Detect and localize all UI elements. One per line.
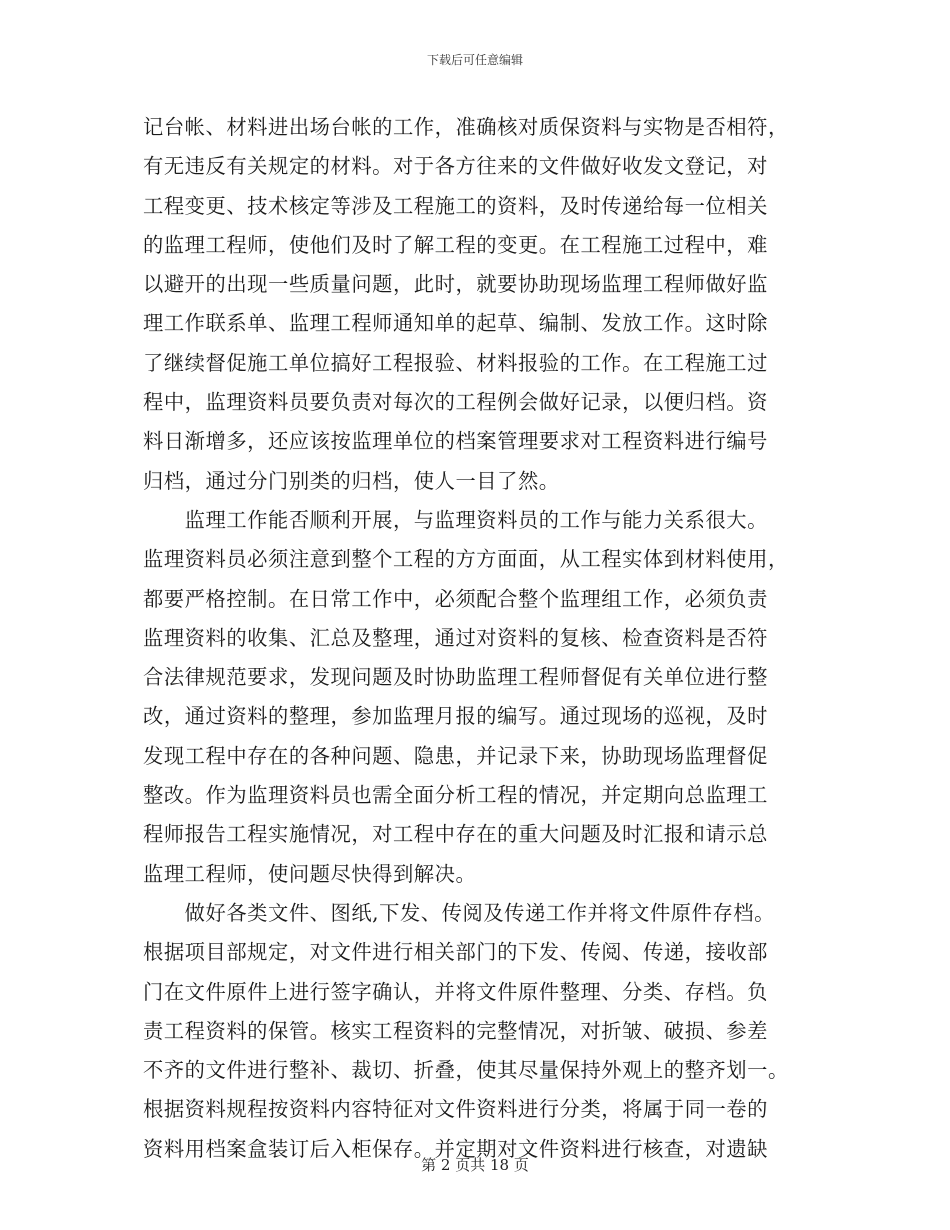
text-line: 有无违反有关规定的材料。对于各方往来的文件做好收发文登记，对 bbox=[143, 154, 768, 179]
text-line: 的监理工程师，使他们及时了解工程的变更。在工程施工过程中，难 bbox=[143, 232, 768, 257]
text-line: 改，通过资料的整理，参加监理月报的编写。通过现场的巡视，及时 bbox=[143, 704, 768, 729]
document-body bbox=[143, 108, 803, 1169]
text-line: 理工作联系单、监理工程师通知单的起草、编制、发放工作。这时除 bbox=[143, 311, 768, 336]
text-line: 料日渐增多，还应该按监理单位的档案管理要求对工程资料进行编号 bbox=[143, 429, 768, 454]
text-line: 都要严格控制。在日常工作中，必须配合整个监理组工作，必须负责 bbox=[143, 586, 768, 611]
text-line: 资料用档案盒装订后入柜保存。并定期对文件资料进行核查，对遗缺 bbox=[143, 1136, 768, 1161]
text-line: 记台帐、材料进出场台帐的工作，准确核对质保资料与实物是否相符， bbox=[143, 115, 789, 139]
text-line: 门在文件原件上进行签字确认，并将文件原件整理、分类、存档。负 bbox=[143, 979, 768, 1004]
text-line: 发现工程中存在的各种问题、隐患，并记录下来，协助现场监理督促 bbox=[143, 743, 768, 768]
text-line: 监理工作能否顺利开展，与监理资料员的工作与能力关系很大。 bbox=[143, 507, 768, 532]
text-line: 监理工程师，使问题尽快得到解决。 bbox=[143, 861, 477, 886]
text-line: 责工程资料的保管。核实工程资料的完整情况，对折皱、破损、参差 bbox=[143, 1018, 768, 1043]
text-line: 监理资料员必须注意到整个工程的方方面面，从工程实体到材料使用， bbox=[143, 547, 789, 572]
text-line: 根据资料规程按资料内容特征对文件资料进行分类，将属于同一卷的 bbox=[143, 1097, 768, 1122]
text-line: 合法律规范要求，发现问题及时协助监理工程师督促有关单位进行整 bbox=[143, 665, 768, 690]
text-line: 归档，通过分门别类的归档，使人一目了然。 bbox=[143, 468, 560, 493]
text-line: 程中，监理资料员要负责对每次的工程例会做好记录，以便归档。资 bbox=[143, 390, 768, 415]
page-header: 下载后可任意编辑 bbox=[426, 53, 523, 67]
text-line: 以避开的出现一些质量问题，此时，就要协助现场监理工程师做好监 bbox=[143, 272, 768, 297]
text-line: 不齐的文件进行整补、裁切、折叠，使其尽量保持外观上的整齐划一。 bbox=[143, 1058, 789, 1083]
text-line: 监理资料的收集、汇总及整理，通过对资料的复核、检查资料是否符 bbox=[143, 625, 768, 650]
text-line: 整改。作为监理资料员也需全面分析工程的情况，并定期向总监理工 bbox=[143, 783, 768, 808]
text-line: 做好各类文件、图纸,下发、传阅及传递工作并将文件原件存档。 bbox=[143, 900, 775, 925]
text-line: 了继续督促施工单位搞好工程报验、材料报验的工作。在工程施工过 bbox=[143, 350, 768, 375]
text-line: 工程变更、技术核定等涉及工程施工的资料，及时传递给每一位相关 bbox=[143, 193, 768, 218]
text-line: 程师报告工程实施情况，对工程中存在的重大问题及时汇报和请示总 bbox=[143, 822, 768, 847]
text-line: 根据项目部规定，对文件进行相关部门的下发、传阅、传递，接收部 bbox=[143, 940, 768, 965]
page-number: 第 2 页共 18 页 bbox=[421, 1156, 529, 1174]
